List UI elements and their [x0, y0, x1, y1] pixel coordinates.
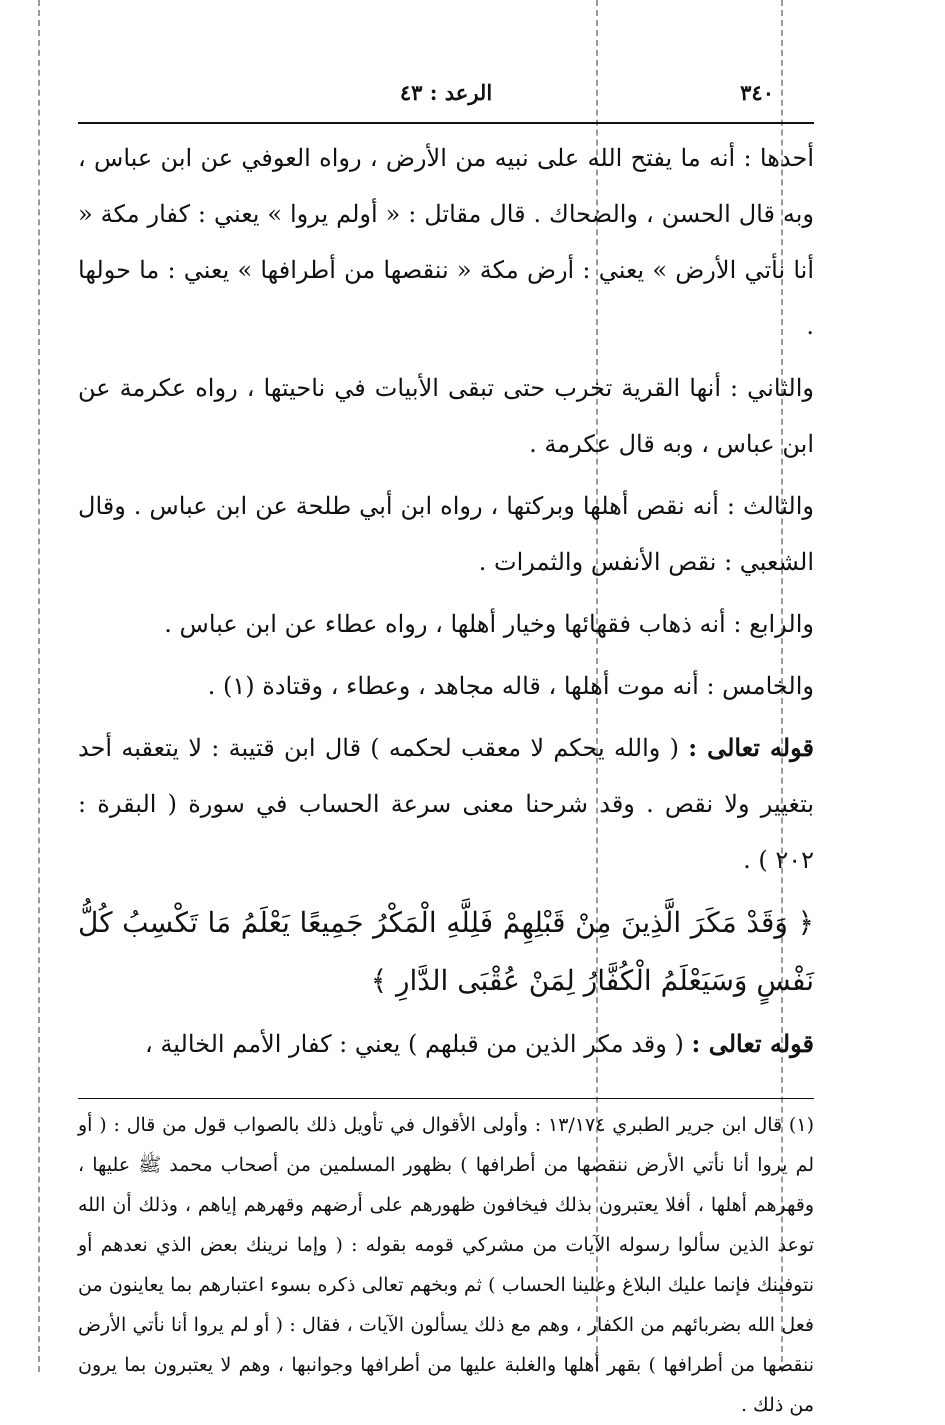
lead-phrase: قوله تعالى : — [688, 733, 814, 762]
footnote: (١) قال ابن جرير الطبري ١٣/١٧٤ : وأولى الأقوال في تأويل ذلك بالصواب قول من قال : ( أو لم يروا أنا نأتي الأرض ننقصها من أطرافها ) بظهور المسلمين من أصحاب محمد ﷺ عليها ، وقهرهم أهلها ، أفلا يعتبرون بذلك فيخافون ظهورهم على أرضهم وقهرهم إياهم ، وذلك أن الله توعد الذين سألوا رسوله الآيات من مشركي قومه بقوله : ( وإما نرينك بعض الذي نعدهم أو نتوفينك فإنما عليك البلاغ وعلينا الحساب ) ثم وبخهم تعالى ذكره بسوء اعتبارهم بما يعاينون من فعل الله بضربائهم من الكفار ، وهم مع ذلك يسألون الآيات ، فقال : ( أو لم يروا أنا نأتي الأرض ننقصها من أطرافها ) بقهر أهلها والغلبة عليها من أطرافها وجوانبها ، وهم لا يعتبرون بما يرون من ذلك . — [78, 1114, 814, 1416]
paragraph-4: والرابع : أنه ذهاب فقهائها وخيار أهلها ، رواه عطاء عن ابن عباس . — [164, 610, 814, 638]
footnote-rule — [78, 1098, 814, 1099]
header-rule — [78, 122, 814, 124]
surah-reference: الرعد : ٤٣ — [399, 80, 493, 105]
scan-guide-left — [38, 0, 40, 1372]
page-header — [78, 80, 814, 122]
paragraph-3: والثالث : أنه نقص أهلها وبركتها ، رواه ابن أبي طلحة عن ابن عباس . وقال الشعبي : نقص الأنفس والثمرات . — [78, 492, 814, 576]
paragraph-2: والثاني : أنها القرية تخرب حتى تبقى الأبيات في ناحيتها ، رواه عكرمة عن ابن عباس ، وبه قال عكرمة . — [78, 374, 814, 458]
paragraph-5: والخامس : أنه موت أهلها ، قاله مجاهد ، وعطاء ، وقتادة (١) . — [207, 672, 814, 700]
paragraph-1: أحدها : أنه ما يفتح الله على نبيه من الأرض ، رواه العوفي عن ابن عباس ، وبه قال الحسن ، والضحاك . قال مقاتل : « أولم يروا » يعني : كفار مكة « أنا نأتي الأرض » يعني : أرض مكة « ننقصها من أطرافها » يعني : ما حولها . — [78, 144, 814, 340]
paragraph-7: قوله تعالى : ( وقد مكر الذين من قبلهم ) يعني : كفار الأمم الخالية ، — [145, 1029, 814, 1058]
lead-phrase: قوله تعالى : — [691, 1029, 814, 1058]
paragraph-6: قوله تعالى : ( والله يحكم لا معقب لحكمه ) قال ابن قتيبة : لا يتعقبه أحد بتغيير ولا نقص . وقد شرحنا معنى سرعة الحساب في سورة ( البقرة : ٢٠٢ ) . — [78, 733, 814, 874]
book-page — [78, 80, 814, 1425]
quran-verse: ﴿ وَقَدْ مَكَرَ الَّذِينَ مِنْ قَبْلِهِمْ فَلِلَّهِ الْمَكْرُ جَمِيعًا يَعْلَمُ مَا تَكْسِبُ كُلُّ نَفْسٍ وَسَيَعْلَمُ الْكُفَّارُ لِمَنْ عُقْبَى الدَّارِ ﴾ — [78, 906, 814, 997]
page-number: ٣٤٠ — [740, 80, 774, 105]
